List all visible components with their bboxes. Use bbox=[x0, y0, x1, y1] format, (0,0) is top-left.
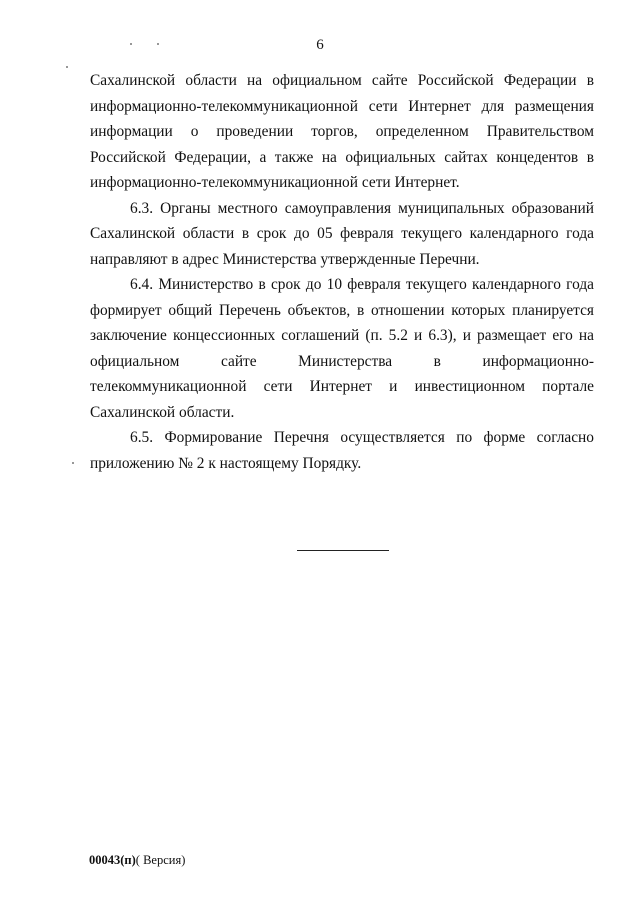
paragraph-6-5: 6.5. Формирование Перечня осуществляется по форме согласно приложению № 2 к настоящему Порядку. bbox=[90, 429, 594, 472]
footer-code: 00043(п) bbox=[89, 853, 136, 867]
end-separator-line bbox=[297, 550, 389, 551]
document-body bbox=[90, 68, 594, 476]
document-footer bbox=[89, 853, 185, 868]
paragraph-6-3: 6.3. Органы местного самоуправления муниципальных образований Сахалинской области в срок до 05 февраля текущего календарного года направляют в адрес Министерства утвержденные Перечни. bbox=[90, 199, 594, 268]
scan-speck bbox=[66, 66, 68, 68]
footer-version: ( Версия) bbox=[135, 853, 186, 867]
scan-speck bbox=[157, 43, 159, 45]
scan-speck bbox=[72, 462, 74, 464]
paragraph-continuation: Сахалинской области на официальном сайте Российской Федерации в информационно-телекоммуникационной сети Интернет для размещения информации о проведении торгов, определенном Правительством Российской Федерации, а также на официальных сайтах концедентов в информационно-телекоммуникационной сети Интернет. bbox=[90, 72, 594, 191]
page-number: 6 bbox=[316, 37, 324, 53]
paragraph-6-4: 6.4. Министерство в срок до 10 февраля текущего календарного года формирует общий Перечень объектов, в отношении которых планируется заключение концессионных соглашений (п. 5.2 и 6.3), и размещает его на официальном сайте Министерства в информационно-телекоммуникационной сети Интернет и инвестиционном портале Сахалинской области. bbox=[90, 276, 594, 421]
scan-speck bbox=[130, 43, 132, 45]
